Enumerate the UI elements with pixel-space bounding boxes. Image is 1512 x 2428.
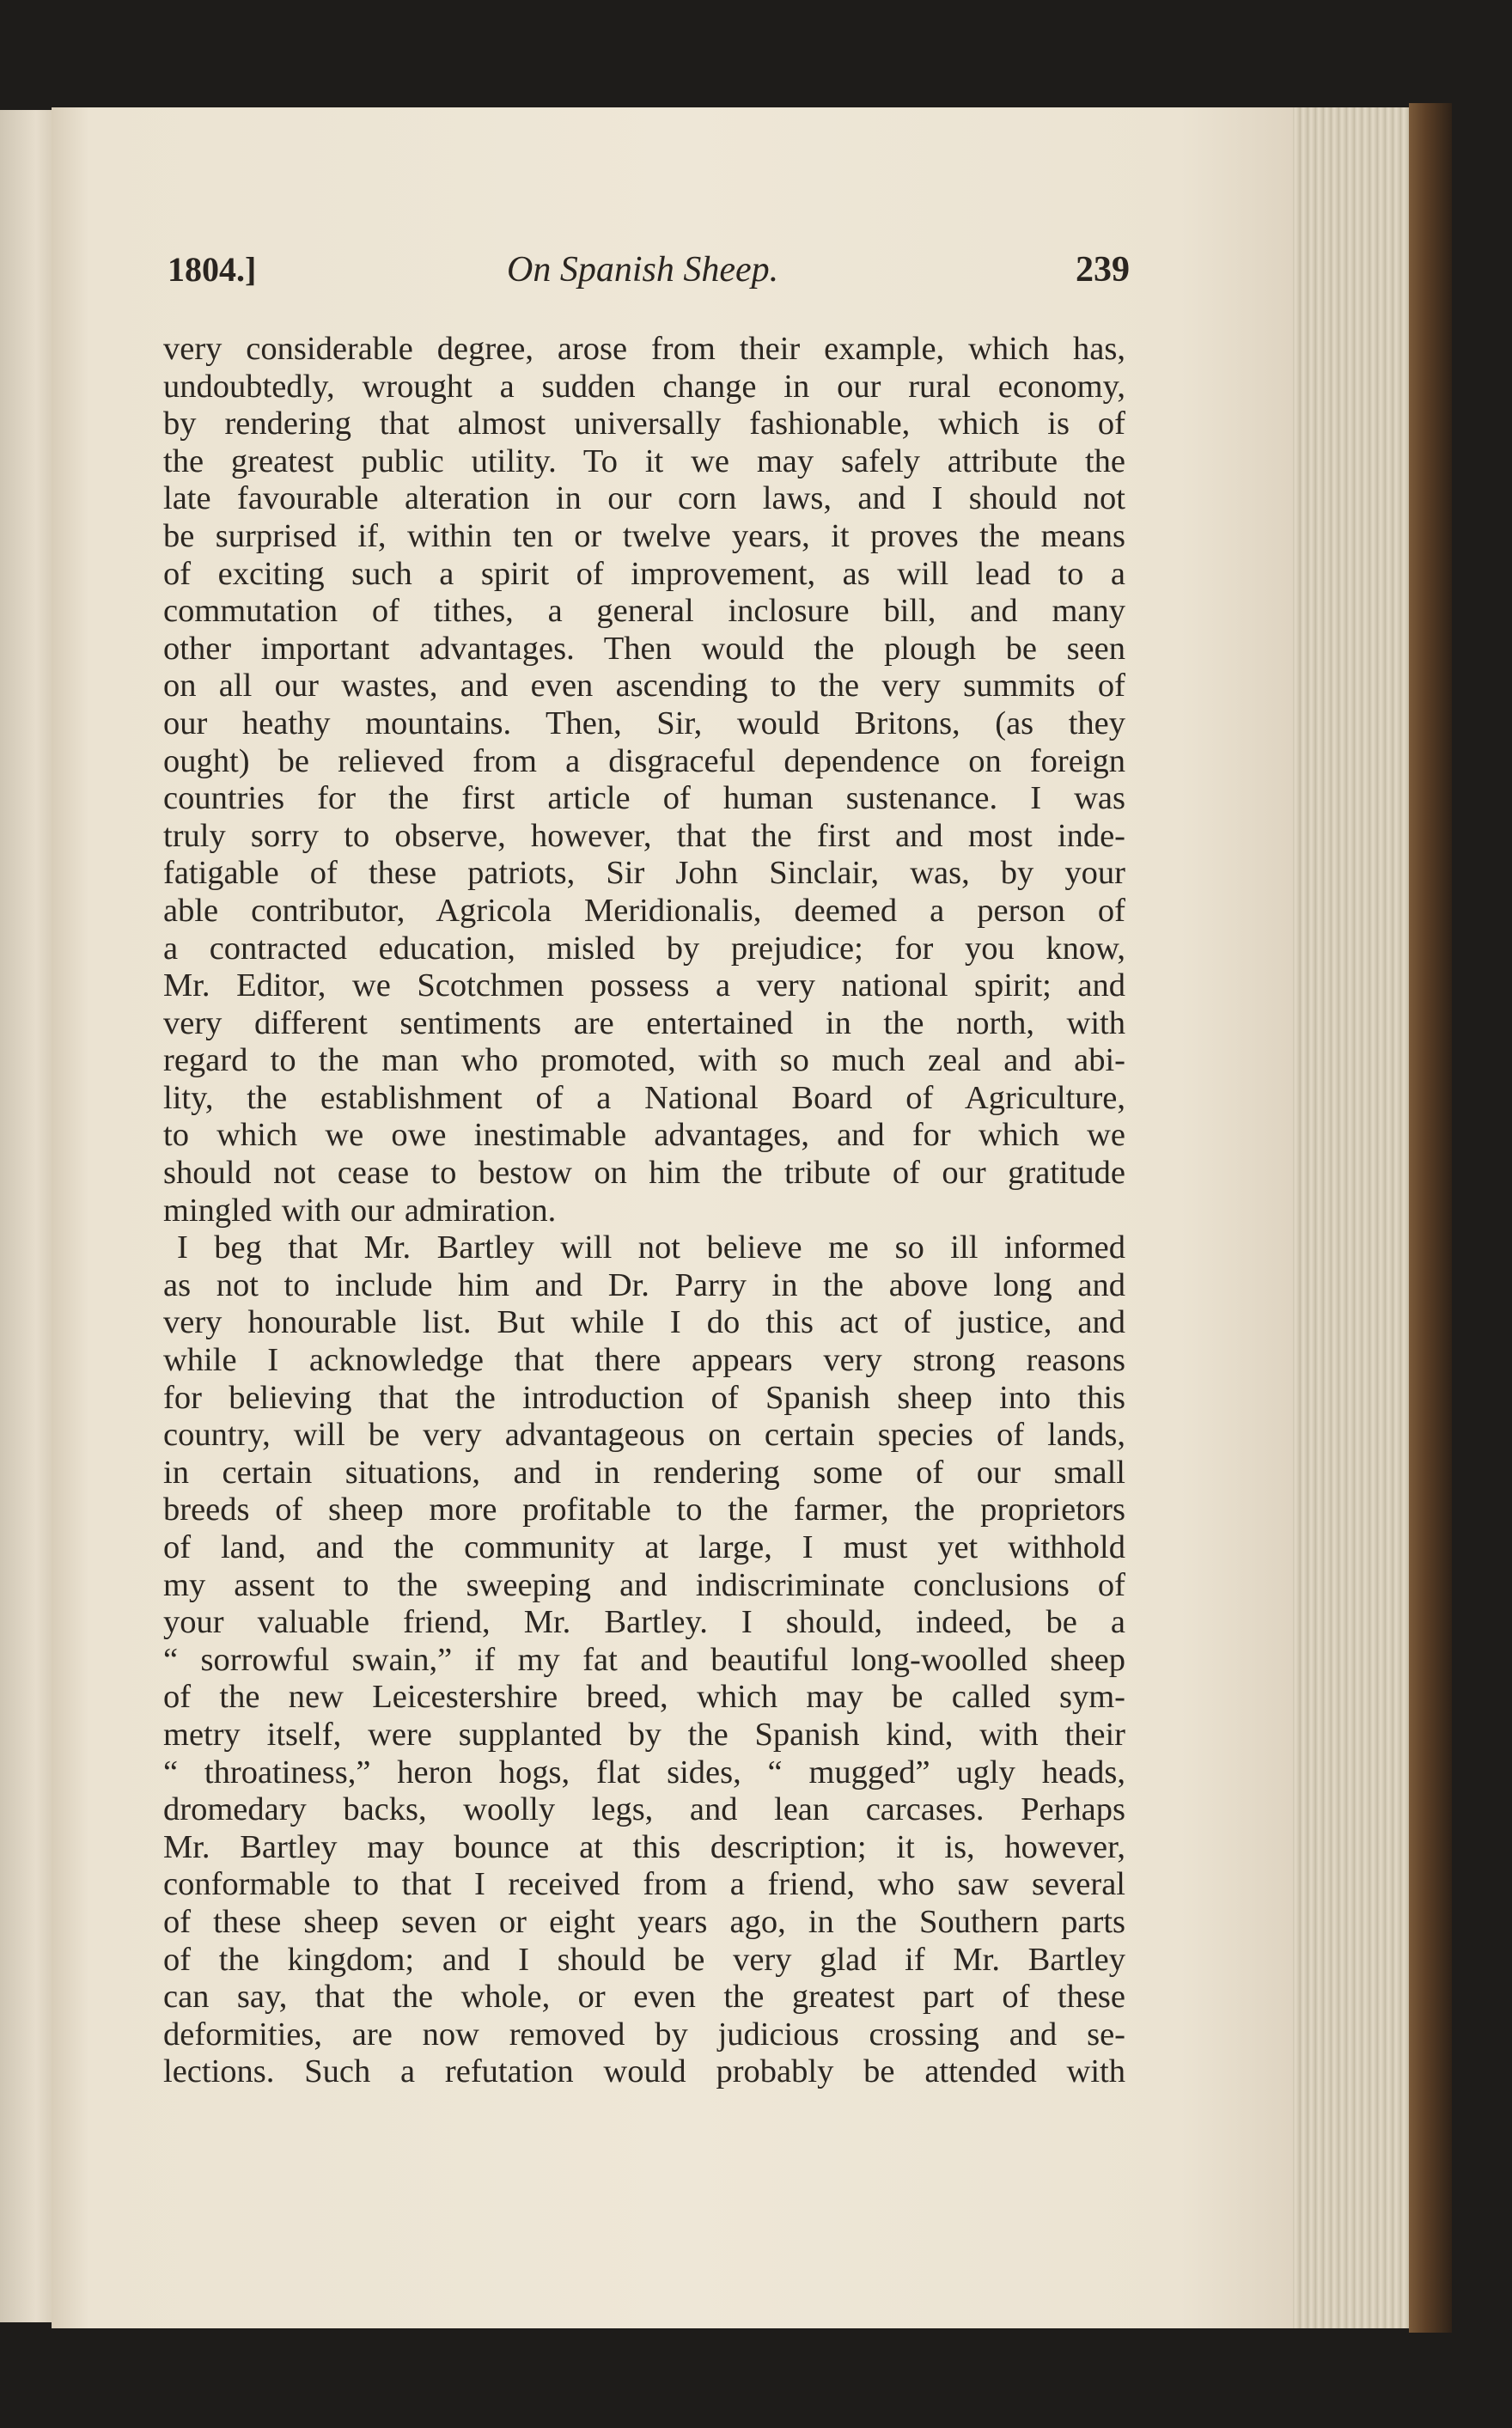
text-line: while I acknowledge that there appears very strong reasons: [163, 1342, 1125, 1379]
text-line: other important advantages. Then would the plough be seen: [163, 630, 1125, 667]
text-line: on all our wastes, and even ascending to the very summits of: [163, 668, 1125, 705]
text-line: ought) be relieved from a disgraceful dependence on foreign: [163, 742, 1125, 779]
text-line: late favourable alteration in our corn laws, and I should not: [163, 480, 1125, 517]
text-line: Mr. Bartley may bounce at this description; it is, however,: [163, 1828, 1125, 1865]
text-line: fatigable of these patriots, Sir John Sinclair, was, by your: [163, 855, 1125, 892]
running-head: [168, 249, 1130, 309]
text-line: lections. Such a refutation would probably be attended with: [163, 2053, 1125, 2090]
text-line: be surprised if, within ten or twelve years, it proves the means: [163, 517, 1125, 554]
text-line: country, will be very advantageous on certain species of lands,: [163, 1417, 1125, 1454]
text-line: of the new Leicestershire breed, which may be called sym-: [163, 1679, 1125, 1716]
text-line: very honourable list. But while I do this act of justice, and: [163, 1304, 1125, 1341]
text-line: dromedary backs, woolly legs, and lean carcases. Perhaps: [163, 1791, 1125, 1828]
text-line: should not cease to bestow on him the tribute of our gratitude: [163, 1155, 1125, 1192]
text-line: commutation of tithes, a general inclosure bill, and many: [163, 593, 1125, 630]
facing-page-edge: [0, 110, 52, 2322]
text-line: “ sorrowful swain,” if my fat and beautiful long-woolled sheep: [163, 1641, 1125, 1678]
text-line: very considerable degree, arose from their example, which has,: [163, 331, 1125, 367]
text-line: countries for the first article of human sustenance. I was: [163, 780, 1125, 817]
text-line: breeds of sheep more profitable to the farmer, the proprietors: [163, 1492, 1125, 1528]
book-cover-edge: [1409, 103, 1452, 2333]
text-line: a contracted education, misled by prejudice; for you know,: [163, 930, 1125, 967]
text-line: undoubtedly, wrought a sudden change in our rural economy,: [163, 368, 1125, 405]
text-line: “ throatiness,” heron hogs, flat sides, “ mugged” ugly heads,: [163, 1754, 1125, 1790]
page-number: 239: [1076, 250, 1130, 290]
text-line: of land, and the community at large, I must yet withhold: [163, 1529, 1125, 1565]
article-body: [163, 331, 1125, 2091]
text-line: the greatest public utility. To it we may safely attribute the: [163, 442, 1125, 479]
text-line: deformities, are now removed by judicious crossing and se-: [163, 2016, 1125, 2053]
text-line: metry itself, were supplanted by the Spanish kind, with their: [163, 1716, 1125, 1753]
text-line: truly sorry to observe, however, that the first and most inde-: [163, 817, 1125, 854]
text-line: able contributor, Agricola Meridionalis, deemed a person of: [163, 892, 1125, 929]
text-line: conformable to that I received from a friend, who saw several: [163, 1866, 1125, 1903]
text-line: of the kingdom; and I should be very glad if Mr. Bartley: [163, 1941, 1125, 1978]
text-line: regard to the man who promoted, with so much zeal and abi-: [163, 1042, 1125, 1079]
text-line: of exciting such a spirit of improvement, as will lead to a: [163, 555, 1125, 592]
text-line: lity, the establishment of a National Board of Agriculture,: [163, 1079, 1125, 1116]
text-line: mingled with our admiration.: [163, 1192, 557, 1229]
text-line: as not to include him and Dr. Parry in the above long and: [163, 1266, 1125, 1303]
text-line: Mr. Editor, we Scotchmen possess a very national spirit; and: [163, 967, 1125, 1004]
text-line: to which we owe inestimable advantages, and for which we: [163, 1117, 1125, 1154]
text-line: very different sentiments are entertained in the north, with: [163, 1004, 1125, 1041]
text-line: of these sheep seven or eight years ago, in the Southern parts: [163, 1903, 1125, 1940]
text-line: I beg that Mr. Bartley will not believe me so ill informed: [177, 1229, 1125, 1266]
text-line: in certain situations, and in rendering some of our small: [163, 1454, 1125, 1491]
text-line: by rendering that almost universally fashionable, which is of: [163, 406, 1125, 442]
running-head-date: 1804.]: [168, 250, 257, 289]
text-line: your valuable friend, Mr. Bartley. I should, indeed, be a: [163, 1604, 1125, 1641]
text-line: for believing that the introduction of Spanish sheep into this: [163, 1379, 1125, 1416]
text-line: our heathy mountains. Then, Sir, would Britons, (as they: [163, 705, 1125, 741]
running-head-title: On Spanish Sheep.: [507, 250, 779, 290]
text-line: can say, that the whole, or even the greatest part of these: [163, 1979, 1125, 2016]
text-line: my assent to the sweeping and indiscriminate conclusions of: [163, 1566, 1125, 1603]
